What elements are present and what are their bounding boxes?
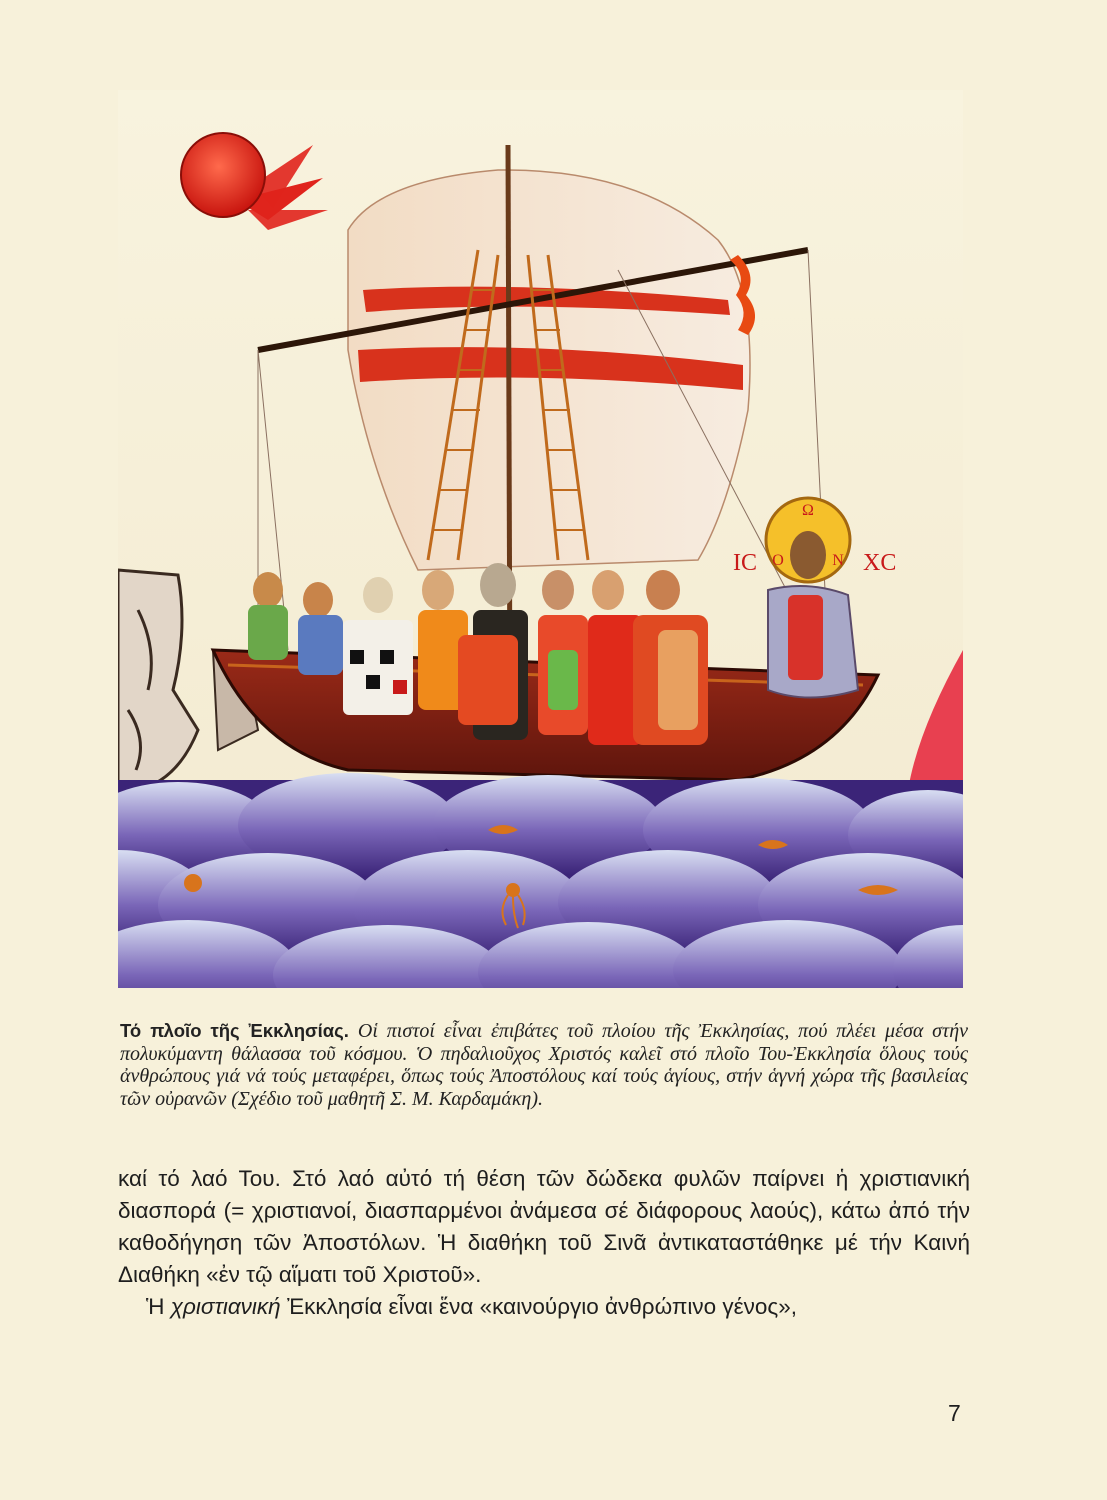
label-xc: ΧC [863, 550, 897, 576]
halo-letter-nu: Ν [832, 552, 844, 569]
paragraph2-start: Ἡ [146, 1294, 171, 1319]
halo-letter-omega: Ω [802, 502, 814, 519]
label-ic: ΙC [733, 550, 757, 576]
sea-waves [118, 773, 963, 988]
body-text [118, 1163, 970, 1323]
halo-letter-omicron: Ο [772, 552, 784, 569]
page-number: 7 [948, 1400, 961, 1426]
figure-caption [120, 1020, 968, 1110]
caption-title: Τό πλοῖο τῆς Ἐκκλησίας. [120, 1020, 349, 1041]
body-paragraph-1: καί τό λαό Του. Στό λαό αὐτό τή θέση τῶν δώδεκα φυλῶν παίρνει ἡ χριστιανική διασπορά (= χριστιανοί, διασπαρμένοι ἀνάμεσα σέ διάφορους λαούς), κάτω ἀπό τήν καθοδήγηση τῶν Ἀποστόλων. Ἡ διαθήκη τοῦ Σινᾶ ἀντικαταστάθηκε μέ τήν Καινή Διαθήκη «ἐν τῷ αἵματι τοῦ Χριστοῦ». [118, 1166, 970, 1287]
body-paragraph-2 [118, 1291, 970, 1323]
ship-of-church-illustration [118, 90, 963, 988]
paragraph2-rest: Ἐκκλησία εἶναι ἕνα «καινούργιο ἀνθρώπινο γένος», [280, 1294, 798, 1319]
illustration-svg [118, 90, 963, 988]
crab [184, 874, 202, 892]
paragraph2-emphasis: χριστιανική [170, 1294, 281, 1319]
caption-text: Οἱ πιστοί εἶναι ἐπιβάτες τοῦ πλοίου τῆς Ἐκκλησίας, πού πλέει μέσα στήν πολυκύμαντη θάλασσα τοῦ κόσμου. Ὁ πηδαλιοῦχος Χριστός καλεῖ στό πλοῖο Του-Ἐκκλησία ὅλους τούς ἀνθρώπους γιά νά τούς μεταφέρει, ὅπως τούς Ἀποστόλους καί τούς ἁγίους, στήν ἁγνή χώρα τῆς βασιλείας τῶν οὐρανῶν (Σχέδιο τοῦ μαθητῆ Σ. Μ. Καρδαμάκη). [120, 1020, 969, 1110]
